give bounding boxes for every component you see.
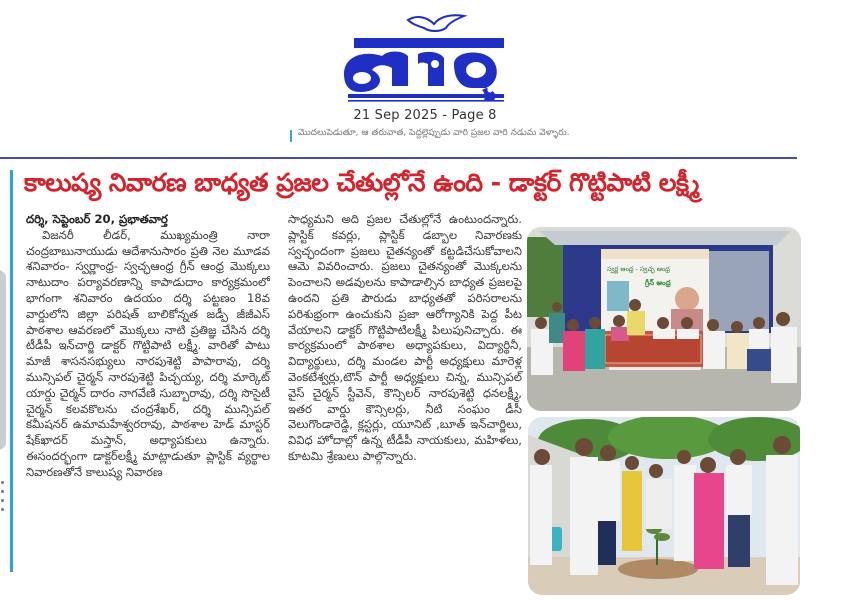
adjacent-text-edge: [0, 475, 6, 511]
adjacent-photo-edge: [0, 270, 6, 450]
stage-meeting-illustration: [527, 227, 801, 411]
banner-text-line2: గ్రీన్ ఆంధ్ర: [645, 279, 671, 287]
previous-article-snippet: [290, 128, 690, 142]
edition-date-page: 21 Sep 2025 - Page 8: [353, 108, 497, 123]
dove-icon: [408, 15, 464, 31]
dateline: దర్శి, సెప్టెంబర్ 20, ప్రభాతవార్త: [26, 212, 168, 226]
masthead: [0, 0, 850, 130]
banner-text-line1: స్వర్ణ ఆంధ్ర - స్వచ్ఛ ఆంధ్ర: [607, 265, 670, 273]
article-headline: కాలుష్య నివారణ బాధ్యత ప్రజల చేతుల్లోనే ఉంది - డాక్టర్ గొట్టిపాటి లక్ష్మీ: [24, 168, 700, 197]
tree-planting-illustration: [528, 417, 800, 595]
article-body-part-2: సాధ్యమని అది ప్రజల చేతుల్లోనే ఉంటుందన్నారు. ప్లాస్టిక్ కవర్లు, ప్లాస్టిక్ డబ్బాల నివారణకు స్వచ్ఛందంగా ప్రజలు చైతన్యంతో కట్టడిచేసుకోవాలని ఆమె వివరించారు. ప్రజలు చైతన్యంతో మొక్కలను పెంచాలని అడవులను కాపాడాల్సిన బాధ్యత ప్రజలపై ఉందని ప్రతి పౌరుడు బాధ్యతతో పరిసరాలను పరిశుభ్రంగా ఉంచుకుని ప్రజా ఆరోగ్యానికి పెద్ద పీట వేయాలని డాక్టర్ గొట్టిపాటిలక్ష్మీ పిలుపునిచ్చారు. ఈ కార్యక్రమంలో పాఠశాల అధ్యాపకులు, విద్యార్థినీ, విద్యార్థులు, దర్శి మండల పార్టీ అధ్యక్షులు మారెళ్ల వెంకటేశ్వర్లు,టౌన్ పార్టీ అధ్యక్షులు చిన్న, మున్సిపల్ వైస్ చైర్మన్ స్టీవెన్, కౌన్సిలర్ నారపుశెట్టి ధనలక్ష్మీ, ఇతర వార్డు కౌన్సిలర్లు, నీటి సంఘం డీసీ వెలుగొండారెడ్డి, క్లస్టర్లు, యూనిట్ ,బూత్ ఇన్‌చార్జిలు, వివిధ హోదాల్లో ఉన్న టీడీపీ నాయకులు, మహిళలు, కూటమి శ్రేణులు పాల్గొన్నారు.: [288, 212, 522, 463]
vaartha-logo: [336, 6, 516, 102]
section-divider: [0, 157, 797, 159]
accent-bar: [290, 130, 292, 142]
article-accent-bar: [10, 170, 13, 572]
article-body-part-1: విజనరీ లీడర్, ముఖ్యమంత్రి నారా చంద్రబాబునాయుడు ఆదేశానుసారం ప్రతి నెల మూడవ శనివారం- స్వర్ణాంధ్ర- స్వచ్ఛఆంధ్ర గ్రీన్ ఆంధ్ర మొక్కలు నాటుదాం పర్యావరణాన్ని కాపాడుదాం కార్యక్రమంలో భాగంగా శనివారం ఉదయం దర్శి పట్టణం 18వ వార్డులోని జిల్లా పరిషత్ బాలికోన్నత జడ్పీ జీజీఎస్ పాఠశాల ఆవరణలో మొక్కలు నాటి ప్రతిజ్ఞ చేసిన దర్శి టీడీపీ ఇన్‌చార్జి డాక్టర్ గొట్టిపాటి లక్ష్మీ. వారితో పాటు మాజీ శాసనసభ్యులు నారపుశెట్టి పాపారావు, దర్శి మున్సిపల్ చైర్మన్ నారపుశెట్టి పిచ్చయ్య, దర్శి మార్కెట్ యార్డు చైర్మన్ దారం నాగవేణి సుబ్బారావు, దర్శి సొసైటీ చైర్మన్ కలవకొలను చంద్రశేఖర్, దర్శి మున్సిపల్ కమీషనర్ ఉమామహేశ్వరరావు, పాఠశాల హెడ్ మాస్టర్ షేక్‌ఖాదర్ మస్తాన్, అధ్యాపకులు ఉన్నారు. ఈసందర్భంగా డాక్టర్‌లక్ష్మీ మాట్లాడుతూ ప్లాస్టిక్ వ్యర్థాల నివారణతోనే కాలుష్య నివారణ: [26, 227, 270, 479]
article-column-1: [26, 212, 270, 481]
previous-article-text: మొదలుపెడుతూ, ఆ తరువాత, పెద్దల్లెప్పుడు వారి ప్రజల వారి నడుమ వెళ్ళారు.: [298, 128, 570, 138]
article-column-2: [288, 212, 522, 465]
stage-meeting-photo: [527, 227, 801, 411]
tree-planting-photo: [528, 417, 800, 595]
